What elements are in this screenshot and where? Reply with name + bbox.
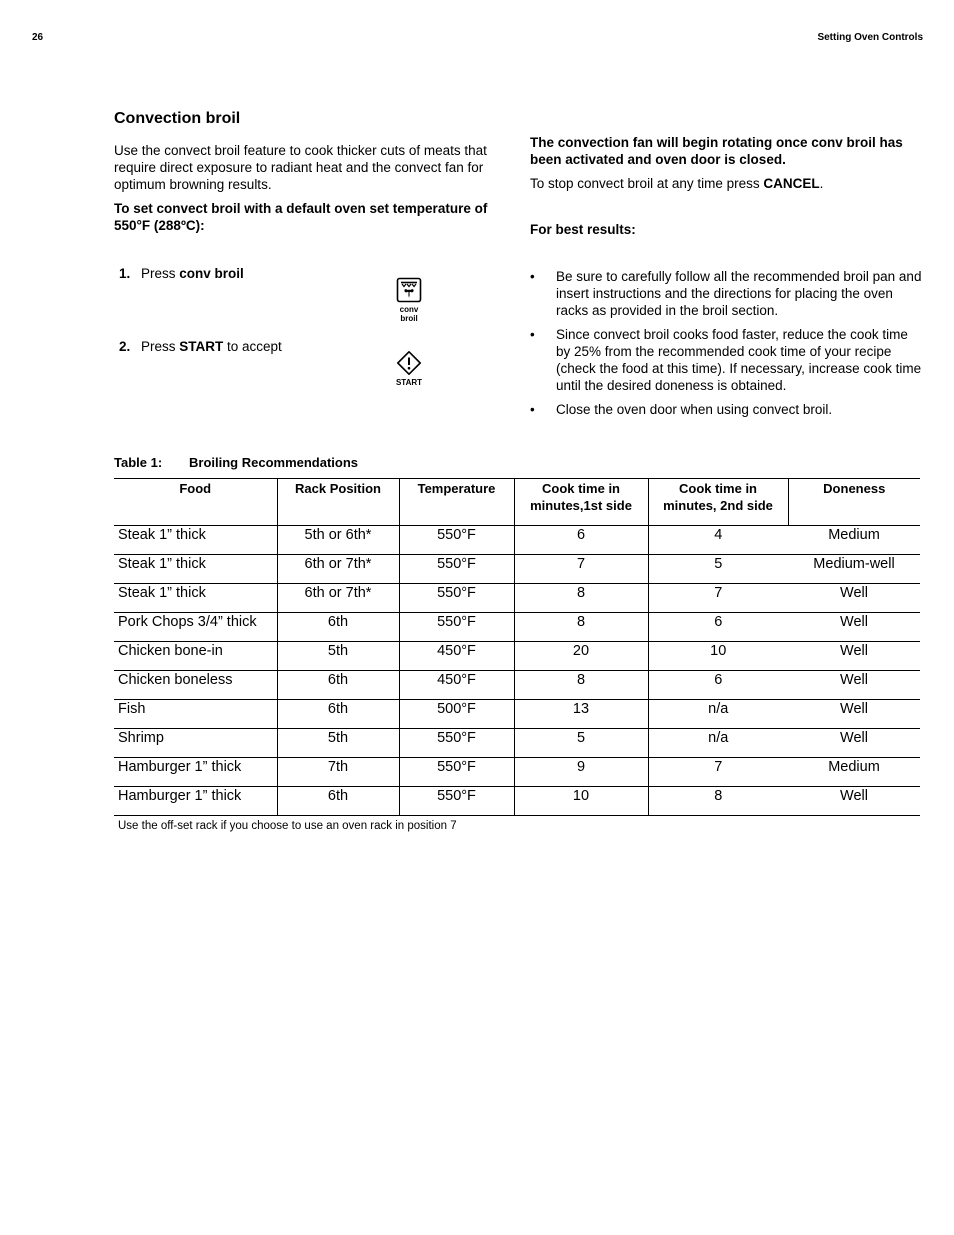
cell-time-1: 13 xyxy=(514,700,648,729)
cell-temp: 450°F xyxy=(399,642,514,671)
section-name: Setting Oven Controls xyxy=(817,32,923,43)
step-2 xyxy=(114,338,282,355)
cell-time-2: 4 xyxy=(648,526,788,555)
start-key-icon xyxy=(396,350,422,376)
cell-time-1: 20 xyxy=(514,642,648,671)
stop-note-suffix: . xyxy=(819,176,824,191)
section-title: Convection broil xyxy=(114,110,241,127)
cell-doneness: Well xyxy=(788,642,920,671)
cell-time-1: 7 xyxy=(514,555,648,584)
cell-temp: 550°F xyxy=(399,758,514,787)
cell-temp: 550°F xyxy=(399,555,514,584)
cell-temp: 500°F xyxy=(399,700,514,729)
table-row xyxy=(114,671,920,700)
list-item xyxy=(530,401,922,418)
cell-doneness: Medium xyxy=(788,526,920,555)
cell-rack: 5th xyxy=(277,729,399,758)
cell-temp: 550°F xyxy=(399,787,514,816)
cell-doneness: Well xyxy=(788,671,920,700)
cell-time-2: 10 xyxy=(648,642,788,671)
cell-time-2: 7 xyxy=(648,758,788,787)
cell-rack: 6th xyxy=(277,613,399,642)
table-row xyxy=(114,584,920,613)
stop-note xyxy=(530,175,922,192)
cell-rack: 6th xyxy=(277,700,399,729)
cell-rack: 6th xyxy=(277,787,399,816)
cell-food: Hamburger 1” thick xyxy=(114,758,277,787)
cell-temp: 450°F xyxy=(399,671,514,700)
cell-time-1: 9 xyxy=(514,758,648,787)
cell-doneness: Medium-well xyxy=(788,555,920,584)
header-cook-time-1st-side: Cook time in minutes,1st side xyxy=(514,479,648,526)
cell-doneness: Well xyxy=(788,613,920,642)
cell-temp: 550°F xyxy=(399,584,514,613)
broiling-recommendations-table xyxy=(114,478,920,816)
cell-rack: 6th or 7th* xyxy=(277,584,399,613)
best-results-list xyxy=(530,268,922,425)
bullet-icon: • xyxy=(530,269,535,284)
list-item-text: Be sure to carefully follow all the recommended broil pan and insert instructions and the directions for placing the oven racks as provided in the broil section. xyxy=(556,269,922,318)
step-key-name: START xyxy=(179,339,224,354)
cell-food: Steak 1” thick xyxy=(114,526,277,555)
cell-rack: 6th or 7th* xyxy=(277,555,399,584)
intro-paragraph: Use the convect broil feature to cook thicker cuts of meats that require direct exposure to radiant heat and the convect fan for optimum browning results. xyxy=(114,143,487,192)
bullet-icon: • xyxy=(530,327,535,342)
table-row xyxy=(114,787,920,816)
conv-broil-key xyxy=(389,277,429,323)
cell-food: Pork Chops 3/4” thick xyxy=(114,613,277,642)
header-cook-time-2nd-side: Cook time in minutes, 2nd side xyxy=(648,479,788,526)
table-row xyxy=(114,758,920,787)
conv-broil-key-label-top: conv xyxy=(399,305,419,314)
cell-time-1: 6 xyxy=(514,526,648,555)
header-temperature: Temperature xyxy=(399,479,514,526)
step-suffix: to accept xyxy=(223,339,282,354)
cell-doneness: Well xyxy=(788,729,920,758)
cell-doneness: Medium xyxy=(788,758,920,787)
cell-time-2: 8 xyxy=(648,787,788,816)
cell-time-1: 8 xyxy=(514,613,648,642)
cell-food: Chicken bone-in xyxy=(114,642,277,671)
table-footnote: Use the off-set rack if you choose to use an oven rack in position 7 xyxy=(118,820,457,832)
conv-broil-key-icon xyxy=(396,277,422,303)
table-row xyxy=(114,526,920,555)
step-number: 1. xyxy=(119,266,131,281)
header-doneness: Doneness xyxy=(788,479,920,526)
list-item xyxy=(530,326,922,394)
cell-time-2: n/a xyxy=(648,729,788,758)
table-row xyxy=(114,642,920,671)
table-title: Broiling Recommendations xyxy=(189,455,359,470)
table-row xyxy=(114,555,920,584)
step-1 xyxy=(114,265,244,282)
cell-time-2: 6 xyxy=(648,671,788,700)
cell-doneness: Well xyxy=(788,584,920,613)
step-prefix: Press xyxy=(141,339,180,354)
cell-food: Hamburger 1” thick xyxy=(114,787,277,816)
cell-time-2: n/a xyxy=(648,700,788,729)
page-number: 26 xyxy=(32,32,44,43)
table-row xyxy=(114,700,920,729)
cell-time-2: 6 xyxy=(648,613,788,642)
cell-temp: 550°F xyxy=(399,729,514,758)
cell-food: Steak 1” thick xyxy=(114,555,277,584)
cell-temp: 550°F xyxy=(399,526,514,555)
cell-food: Shrimp xyxy=(114,729,277,758)
table-row xyxy=(114,613,920,642)
list-item-text: Since convect broil cooks food faster, reduce the cook time by 25% from the recommended cook time of your recipe (check the food at this time). If necessary, increase cook time until the desired doneness is obtained. xyxy=(556,327,922,393)
header-food: Food xyxy=(114,479,277,526)
table-header-row xyxy=(114,479,920,526)
step-prefix: Press xyxy=(141,266,180,281)
cell-time-2: 5 xyxy=(648,555,788,584)
start-key xyxy=(389,350,429,387)
cell-time-1: 8 xyxy=(514,671,648,700)
table-caption xyxy=(114,455,358,470)
cell-time-1: 8 xyxy=(514,584,648,613)
fan-note: The convection fan will begin rotating once conv broil has been activated and oven door is closed. xyxy=(530,135,903,167)
bullet-icon: • xyxy=(530,402,535,417)
cell-rack: 6th xyxy=(277,671,399,700)
cell-doneness: Well xyxy=(788,787,920,816)
cell-rack: 5th or 6th* xyxy=(277,526,399,555)
cell-time-1: 10 xyxy=(514,787,648,816)
cell-food: Fish xyxy=(114,700,277,729)
set-convect-broil-heading: To set convect broil with a default oven set temperature of 550°F (288ºC): xyxy=(114,201,488,233)
cell-doneness: Well xyxy=(788,700,920,729)
table-label: Table 1: xyxy=(114,455,163,470)
list-item xyxy=(530,268,922,319)
conv-broil-key-label-bottom: broil xyxy=(400,314,418,323)
cell-food: Steak 1” thick xyxy=(114,584,277,613)
step-number: 2. xyxy=(119,339,131,354)
cell-food: Chicken boneless xyxy=(114,671,277,700)
start-key-label: START xyxy=(395,378,423,387)
step-key-name: conv broil xyxy=(179,266,244,281)
cancel-key-name: CANCEL xyxy=(763,176,820,191)
stop-note-prefix: To stop convect broil at any time press xyxy=(530,176,764,191)
cell-rack: 7th xyxy=(277,758,399,787)
cell-temp: 550°F xyxy=(399,613,514,642)
best-results-heading: For best results: xyxy=(530,222,636,237)
header-rack-position: Rack Position xyxy=(277,479,399,526)
cell-time-2: 7 xyxy=(648,584,788,613)
table-row xyxy=(114,729,920,758)
cell-rack: 5th xyxy=(277,642,399,671)
cell-time-1: 5 xyxy=(514,729,648,758)
list-item-text: Close the oven door when using convect broil. xyxy=(556,402,833,417)
